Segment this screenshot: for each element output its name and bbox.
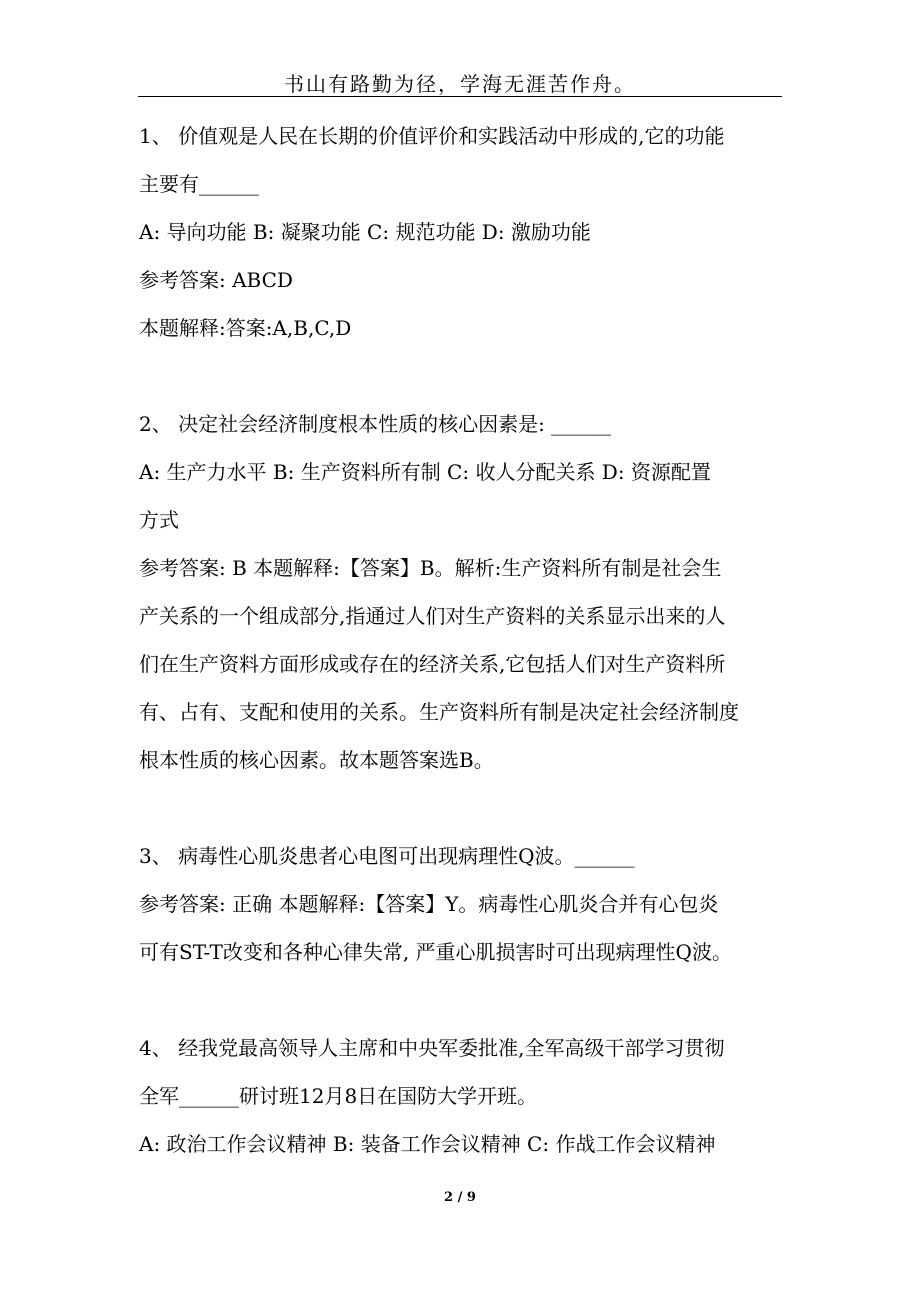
question-1-stem-line-2: 主要有______ xyxy=(139,172,259,196)
question-2-answer-line-2: 产关系的一个组成部分,指通过人们对生产资料的关系显示出来的人 xyxy=(139,604,726,628)
question-3-answer-line-1: 参考答案: 正确 本题解释:【答案】Y。病毒性心肌炎合并有心包炎 xyxy=(139,892,719,916)
question-2-options-line-2: 方式 xyxy=(139,508,179,532)
document-body xyxy=(139,112,783,1168)
question-2-answer-line-5: 根本性质的核心因素。故本题答案选B。 xyxy=(139,748,494,772)
question-1-answer: 参考答案: ABCD xyxy=(139,268,293,292)
question-2-answer-line-4: 有、占有、支配和使用的关系。生产资料所有制是决定社会经济制度 xyxy=(139,700,739,724)
question-1 xyxy=(139,112,783,352)
question-2-answer-line-3: 们在生产资料方面形成或存在的经济关系,它包括人们对生产资料所 xyxy=(139,652,726,676)
spacer xyxy=(139,352,783,400)
page-header-motto: 书山有路勤为径，学海无涯苦作舟。 xyxy=(284,72,636,96)
question-2-options-line-1: A: 生产力水平 B: 生产资料所有制 C: 收人分配关系 D: 资源配置 xyxy=(139,460,711,484)
question-1-options: A: 导向功能 B: 凝聚功能 C: 规范功能 D: 激励功能 xyxy=(139,220,591,244)
spacer xyxy=(139,784,783,832)
question-1-stem-line-1: 1、 价值观是人民在长期的价值评价和实践活动中形成的,它的功能 xyxy=(139,124,725,148)
question-2-stem: 2、 决定社会经济制度根本性质的核心因素是: ______ xyxy=(139,412,612,436)
question-1-explanation: 本题解释:答案:A,B,C,D xyxy=(139,316,352,340)
question-4 xyxy=(139,1024,783,1168)
question-4-options-line-1: A: 政治工作会议精神 B: 装备工作会议精神 C: 作战工作会议精神 xyxy=(139,1132,716,1156)
question-4-stem-line-1: 4、 经我党最高领导人主席和中央军委批准,全军高级干部学习贯彻 xyxy=(139,1036,725,1060)
question-2-answer-line-1: 参考答案: B 本题解释:【答案】B。解析:生产资料所有制是社会生 xyxy=(139,556,722,580)
question-2 xyxy=(139,400,783,784)
question-3 xyxy=(139,832,783,976)
header-divider xyxy=(138,96,782,97)
question-3-answer-line-2: 可有ST-T改变和各种心律失常, 严重心肌损害时可出现病理性Q波。 xyxy=(139,940,732,964)
question-4-stem-line-2: 全军______研讨班12月8日在国防大学开班。 xyxy=(139,1084,538,1108)
page-number: 2 / 9 xyxy=(444,1190,476,1205)
question-3-stem: 3、 病毒性心肌炎患者心电图可出现病理性Q波。______ xyxy=(139,844,635,868)
spacer xyxy=(139,976,783,1024)
